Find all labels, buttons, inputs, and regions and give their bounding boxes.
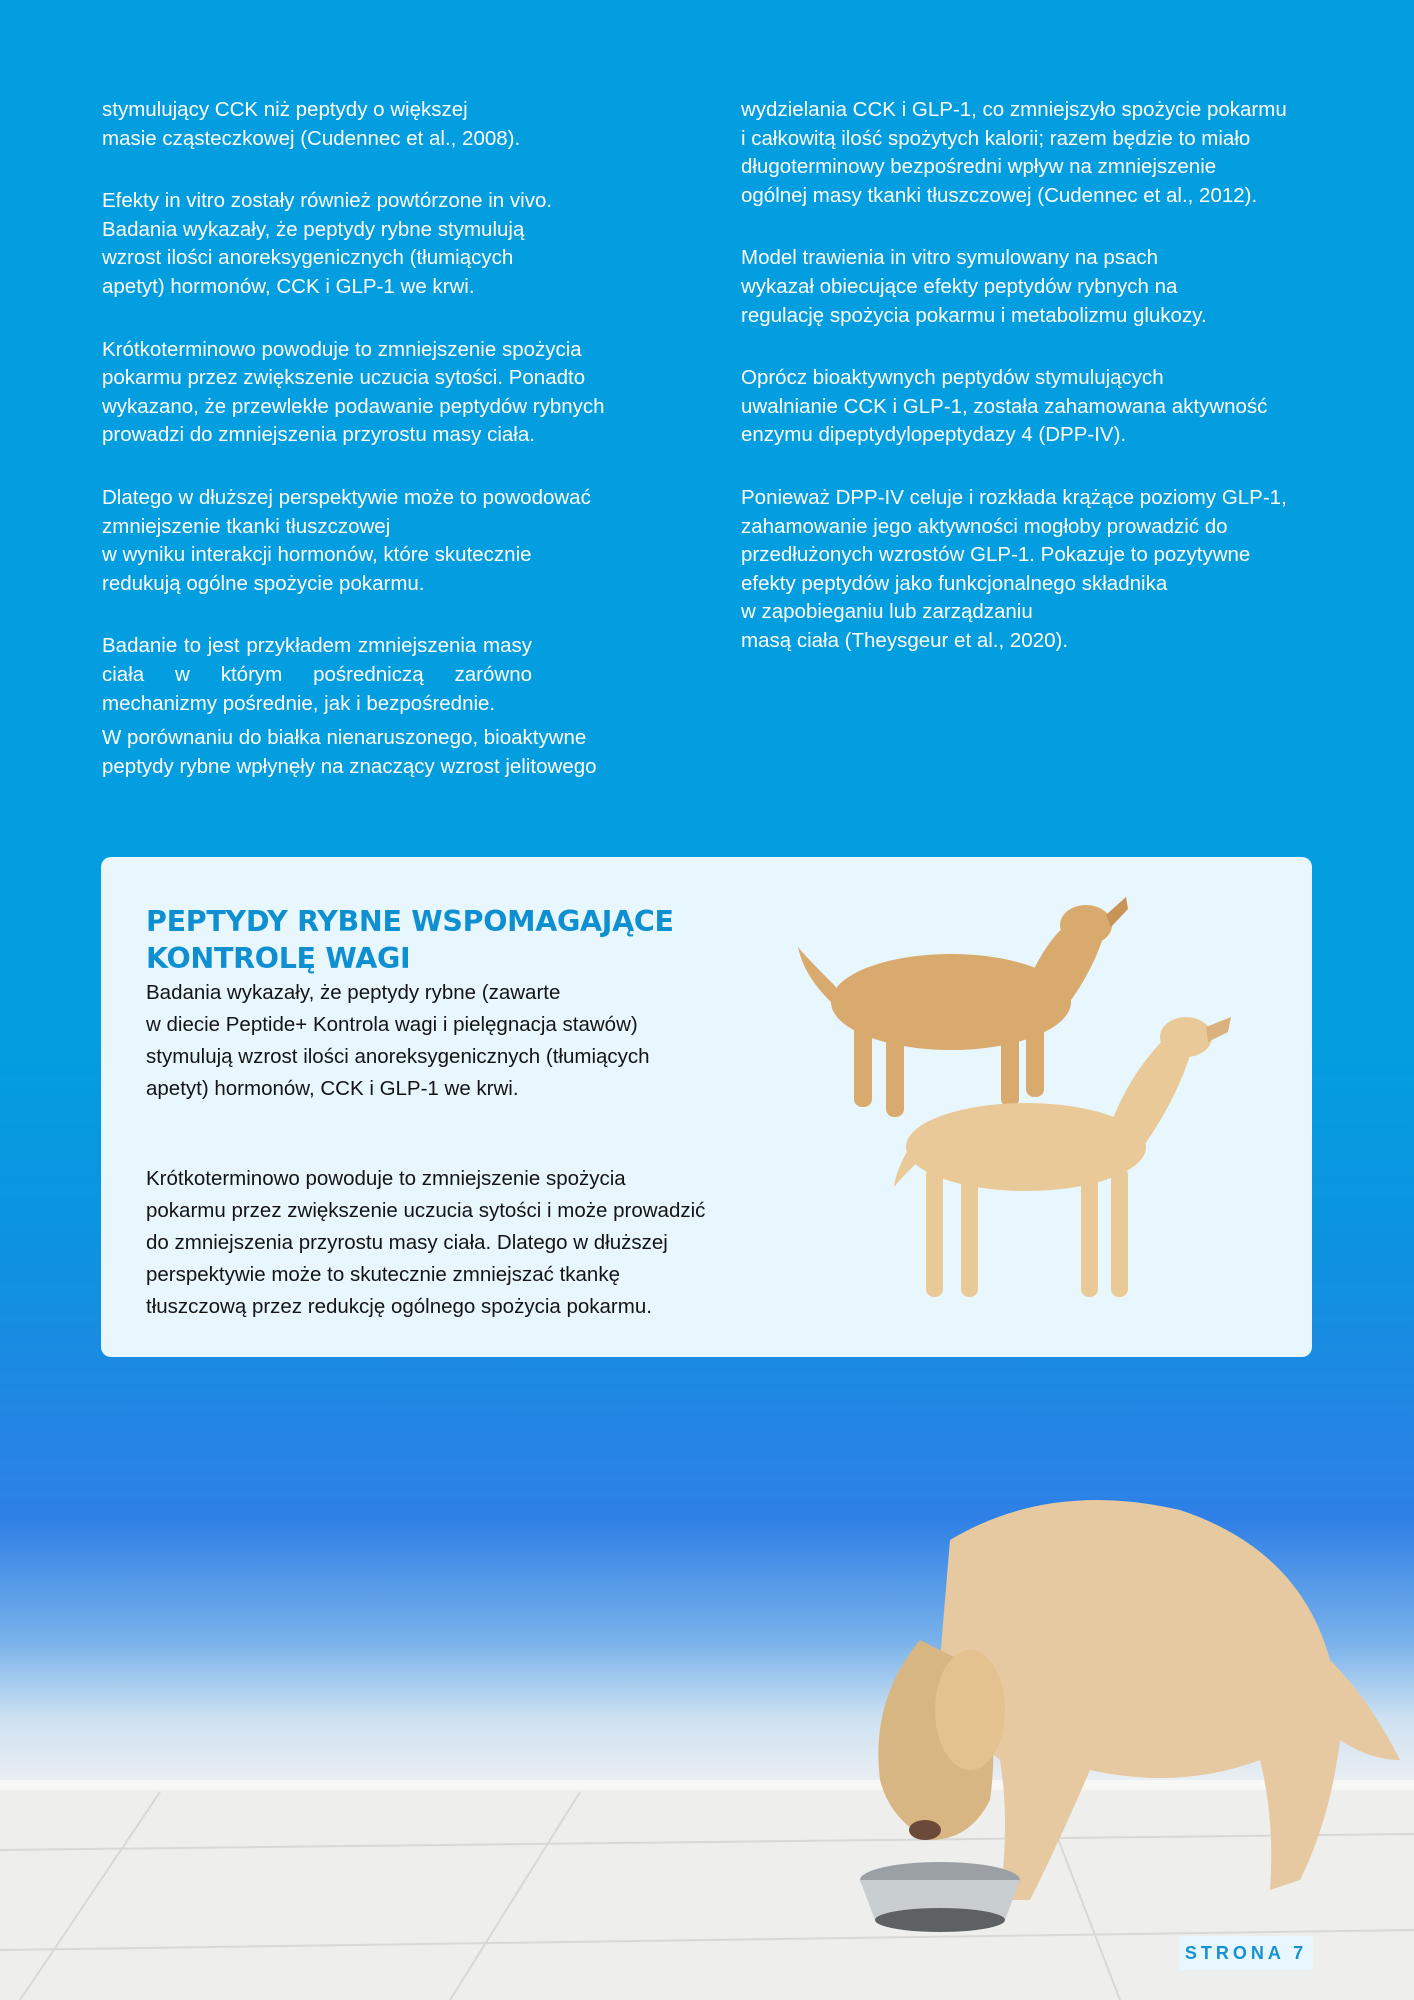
info-box-paragraph-1: Badania wykazały, że peptydy rybne (zawarte w diecie Peptide+ Kontrola wagi i pielęgnacja stawów) stymulują wzrost ilości anoreksygenicznych (tłumiących apetyt) hormonów, CCK i GLP-1 we krwi.	[146, 981, 650, 1100]
left-text-column	[102, 96, 692, 815]
dog-eating-illustration	[830, 1460, 1414, 2000]
right-paragraph-3: Oprócz bioaktywnych peptydów stymulujących uwalnianie CCK i GLP-1, została zahamowana aktywność enzymu dipeptydylopeptydazy 4 (DPP-IV).	[741, 366, 1268, 447]
right-paragraph-4: Ponieważ DPP-IV celuje i rozkłada krążące poziomy GLP-1, zahamowanie jego aktywności mogłoby prowadzić do przedłużonych wzrostów GLP-1. Pokazuje to pozytywne efekty peptydów jako funkcjonalnego składnika w zapobieganiu lub zarządzaniu masą ciała (Theysgeur et al., 2020).	[741, 485, 1287, 652]
right-text-column	[741, 96, 1351, 690]
two-dogs-illustration	[776, 887, 1296, 1347]
left-paragraph-2: Efekty in vitro zostały również powtórzone in vivo. Badania wykazały, że peptydy rybne stymulują wzrost ilości anoreksygenicznych (tłumiących apetyt) hormonów, CCK i GLP-1 we krwi.	[102, 189, 553, 298]
left-paragraph-6: W porównaniu do białka nienaruszonego, bioaktywne peptydy rybne wpłynęły na znaczący wzrost jelitowego	[102, 726, 597, 778]
back-dog	[798, 897, 1128, 1117]
right-paragraph-1: wydzielania CCK i GLP-1, co zmniejszyło spożycie pokarmu i całkowitą ilość spożytych kalorii; razem będzie to miało długoterminowy bezpośredni wpływ na zmniejszenie ogólnej masy tkanki tłuszczowej (Cudennec et al., 2012).	[741, 98, 1287, 207]
front-dog	[894, 1017, 1231, 1297]
left-paragraph-1: stymulujący CCK niż peptydy o większej masie cząsteczkowej (Cudennec et al., 2008).	[102, 98, 521, 150]
page-number: STRONA 7	[1179, 1936, 1313, 1970]
left-paragraph-5: Badanie to jest przykładem zmniejszenia masy ciała w którym pośredniczą zarówno mechanizmy pośrednie, jak i bezpośrednie.	[102, 634, 532, 715]
right-paragraph-2: Model trawienia in vitro symulowany na psach wykazał obiecujące efekty peptydów rybnych na regulację spożycia pokarmu i metabolizmu glukozy.	[741, 246, 1207, 327]
info-box-title: PEPTYDY RYBNE WSPOMAGAJĄCE KONTROLĘ WAGI	[146, 905, 674, 975]
info-box-paragraph-2: Krótkoterminowo powoduje to zmniejszenie spożycia pokarmu przez zwiększenie uczucia sytości i może prowadzić do zmniejszenia przyrostu masy ciała. Dlatego w dłuższej perspektywie może to skutecznie zmniejszać tkankę tłuszczową przez redukcję ogólnego spożycia pokarmu.	[146, 1167, 706, 1318]
left-paragraph-3: Krótkoterminowo powoduje to zmniejszenie spożycia pokarmu przez zwiększenie uczucia sytości. Ponadto wykazano, że przewlekłe podawanie peptydów rybnych prowadzi do zmniejszenia przyrostu masy ciała.	[102, 337, 605, 447]
info-box	[101, 857, 1312, 1357]
left-paragraph-4: Dlatego w dłuższej perspektywie może to powodować zmniejszenie tkanki tłuszczowej w wyniku interakcji hormonów, które skutecznie redukują ogólne spożycie pokarmu.	[102, 485, 591, 595]
